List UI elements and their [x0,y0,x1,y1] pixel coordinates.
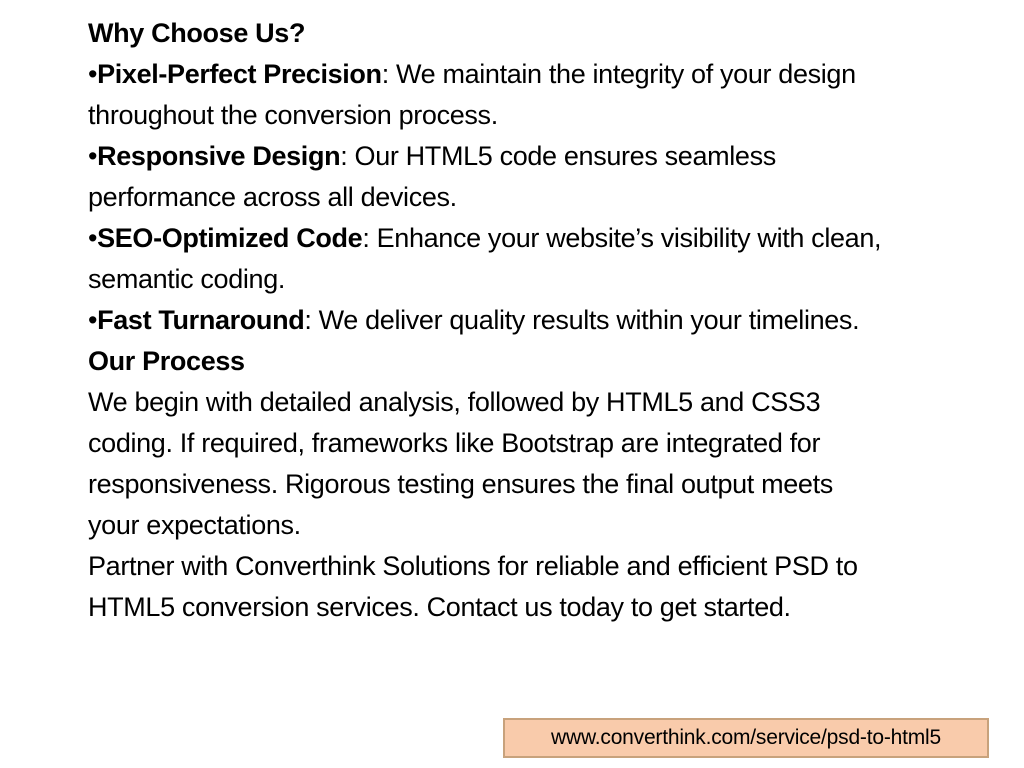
bullet-mark: • [88,223,98,253]
process-paragraph: We begin with detailed analysis, followed by HTML5 and CSS3 coding. If required, frameworks like Bootstrap are integrated for responsiveness. Rigorous testing ensures the final output meets your expectations. [88,387,833,540]
website-url-box [503,718,989,758]
bullet-mark: • [88,141,98,171]
bullet-title: Fast Turnaround [97,305,305,335]
bullet-text: : Our HTML5 code ensures seamless performance across all devices. [88,141,776,212]
heading-why-choose-us: Why Choose Us? [88,18,306,48]
slide-content [88,13,888,628]
bullet-item [88,300,888,341]
closing-paragraph: Partner with Converthink Solutions for reliable and efficient PSD to HTML5 conversion services. Contact us today to get started. [88,551,858,622]
bullet-title: Responsive Design [97,141,341,171]
bullet-title: SEO-Optimized Code [97,223,363,253]
bullet-text: : We maintain the integrity of your design throughout the conversion process. [88,59,856,130]
bullet-text: : Enhance your website’s visibility with clean, semantic coding. [88,223,882,294]
bullet-text: : We deliver quality results within your timelines. [304,305,860,335]
bullet-item [88,218,888,300]
bullet-mark: • [88,59,98,89]
website-url: www.converthink.com/service/psd-to-html5 [551,726,941,749]
bullet-item [88,54,888,136]
heading-our-process: Our Process [88,346,245,376]
bullet-title: Pixel-Perfect Precision [97,59,382,89]
bullet-mark: • [88,305,98,335]
bullet-item [88,136,888,218]
